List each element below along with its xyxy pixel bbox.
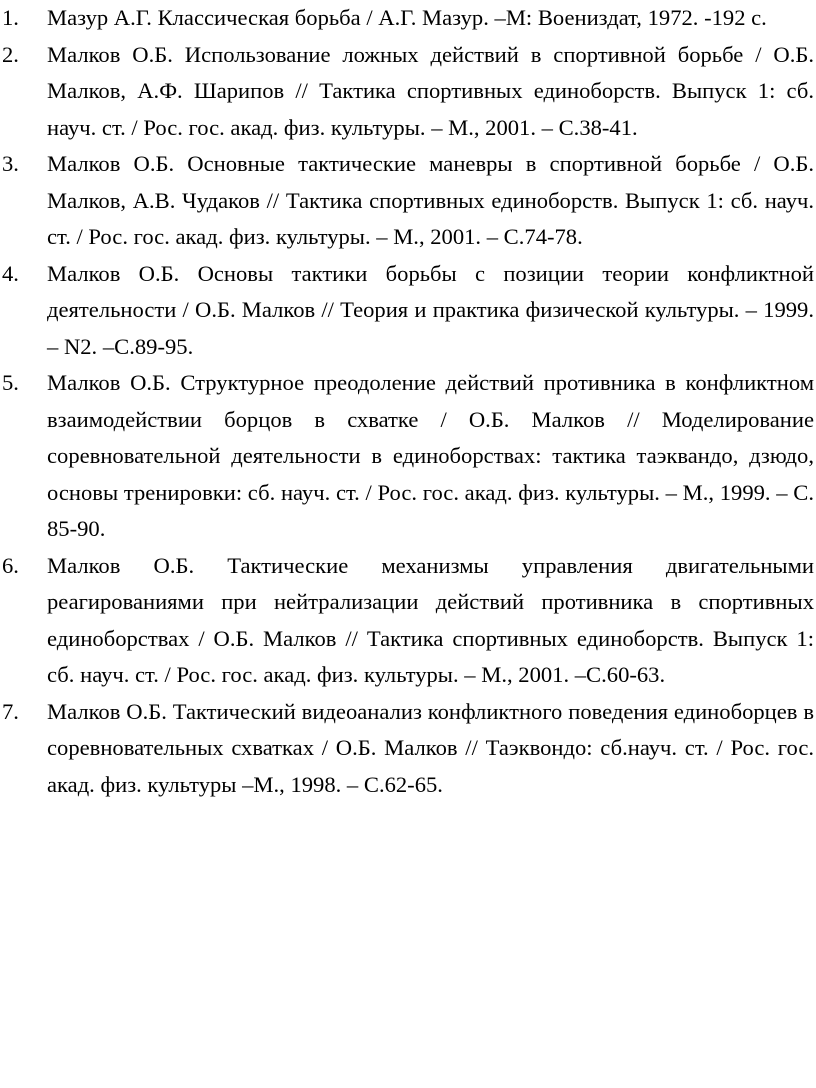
reference-item [0,256,816,366]
reference-text: Малков О.Б. Тактический видеоанализ конфликтного поведения единоборцев в соревновательных схватках / О.Б. Малков // Таэквондо: сб.науч. ст. / Рос. гос. акад. физ. культуры –М., 1998. – С.62-65. [47,698,814,797]
reference-number: 5. [2,370,19,395]
reference-text: Малков О.Б. Тактические механизмы управления двигательными реагированиями при нейтрализации действий противника в спортивных единоборствах / О.Б. Малков // Тактика спортивных единоборств. Выпуск 1: сб. науч. ст. / Рос. гос. акад. физ. культуры. – М., 2001. –С.60-63. [47,552,814,687]
reference-number: 1. [2,5,19,30]
reference-number: 7. [2,698,19,724]
reference-item [0,37,816,147]
reference-text: Малков О.Б. Структурное преодоление действий противника в конфликтном взаимодействии борцов в схватке / О.Б. Малков // Моделирование соревновательной деятельности в единоборствах: тактика таэквандо, дзюдо, основы тренировки: сб. науч. ст. / Рос. гос. акад. физ. культуры. – М., 1999. – С. 85-90. [47,370,814,541]
reference-text: Мазур А.Г. Классическая борьба / А.Г. Мазур. –М: Воениздат, 1972. -192 с. [47,5,767,30]
reference-item [0,694,816,804]
reference-item [0,548,816,694]
reference-number: 4. [2,260,19,286]
reference-number: 6. [2,552,19,578]
reference-text: Малков О.Б. Основы тактики борьбы с позиции теории конфликтной деятельности / О.Б. Малков // Теория и практика физической культуры. – 1999. – N2. –С.89-95. [47,260,814,359]
reference-number: 2. [2,41,19,67]
reference-text: Малков О.Б. Использование ложных действий в спортивной борьбе / О.Б. Малков, А.Ф. Шарипов // Тактика спортивных единоборств. Выпуск 1: сб. науч. ст. / Рос. гос. акад. физ. культуры. – М., 2001. – С.38-41. [47,41,814,140]
reference-item [0,0,816,37]
reference-item [0,146,816,256]
reference-number: 3. [2,151,19,176]
reference-text: Малков О.Б. Основные тактические маневры в спортивной борьбе / О.Б. Малков, А.В. Чудаков // Тактика спортивных единоборств. Выпуск 1: сб. науч. ст. / Рос. гос. акад. физ. культуры. – М., 2001. – С.74-78. [47,151,814,249]
reference-item [0,365,816,548]
